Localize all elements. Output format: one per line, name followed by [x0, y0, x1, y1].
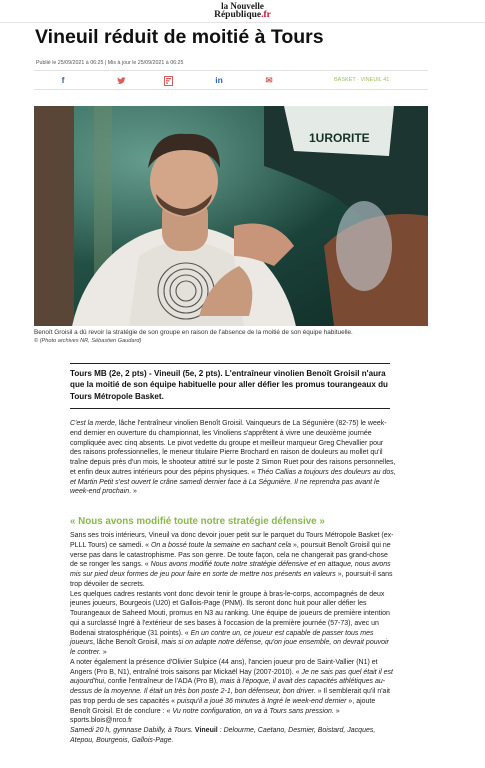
body-text-segment: On a bossé toute la semaine en sachant cela	[150, 541, 292, 549]
linkedin-share-icon[interactable]: in	[215, 75, 223, 85]
article-subtitle: « Nous avons modifié toute notre stratégie défensive »	[70, 516, 325, 527]
article-meta: Publié le 25/09/2021 à 06:25 | Mis à jour le 25/09/2021 à 06:25	[36, 60, 184, 66]
masthead	[0, 2, 485, 22]
body-text-segment: Les quelques cadres restants vont donc devoir tenir le groupe à bras-le-corps, accompagnés de deux jeunes joueurs, Bourgeois (U20) et Gallois-Page (PNM). Ils seront donc huit pour aller défier les Tourangeaux de Saheed Mouti, promus en N3 au ranking. Une équipe de joueurs de première intention qui a surclassé Ingré à l'extérieur de ses bases à l'occasion de la première journée (57-73), avec un Bodenai stratosphérique (31 points). «	[70, 590, 390, 637]
lead-divider-bottom	[70, 408, 390, 409]
logo-name: République	[214, 10, 262, 20]
article-body-intro	[70, 419, 396, 497]
body-text-segment: mais si on adapte notre défense, qu'on joue ensemble, on devrait pouvoir le contrer.	[70, 639, 389, 656]
article-body-main	[70, 531, 396, 746]
svg-text:1URORITE: 1URORITE	[309, 131, 370, 145]
body-text-segment: »	[100, 649, 107, 656]
article-title: Vineuil réduit de moitié à Tours	[35, 26, 324, 48]
article-tags[interactable]: BASKET · VINEUIL 41	[334, 77, 390, 83]
body-text-segment: , lâche Benoît Groisil,	[92, 639, 162, 647]
body-text-segment: C'est la merde	[70, 420, 115, 427]
body-text-segment: Sans ses trois intérieurs, Vineuil va donc devoir jouer petit sur le parquet du Tours Métropole Basket (ex-PLLL Tours) ce samedi. «	[70, 532, 394, 549]
body-text-segment[interactable]: sports.blois@nrco.fr	[70, 717, 133, 725]
flipboard-share-icon[interactable]	[161, 74, 175, 87]
body-text-segment: mais à l'époque, il avait des capacités athlétiques au-dessus de la moyenne. Il était un très bon poste 2-1, bon défenseur, bon driver.	[70, 678, 386, 695]
body-text-segment: », ajoute Benoît Groisil. Et de conclure : «	[70, 697, 376, 715]
mail-share-icon[interactable]: ✉	[265, 75, 273, 85]
lead-divider-top	[70, 363, 390, 364]
body-text-segment: En un contre un, ce joueur est capable de passer tous mes joueurs	[70, 629, 374, 647]
body-text-segment: : Delourme, Caetano, Desmier, Boistard, Jacques, Atepou, Bourgeois, Gallois-Page.	[70, 727, 376, 744]
body-text-segment: , confie l'entraîneur de l'ADA (Pro B),	[104, 678, 220, 686]
body-text-segment: », poursuit Benoît Groisil qui ne verse pas dans le catastrophisme. Pas son genre. De toute façon, cela ne changerait pas grand-chose de se ronger les sangs. «	[70, 541, 391, 569]
logo-line-2	[214, 11, 271, 20]
header-divider	[0, 22, 485, 23]
article-lead: Tours MB (2e, 2 pts) - Vineuil (5e, 2 pts). L'entraîneur vinolien Benoît Groisil n'aura que la moitié de son équipe habituelle pour aller défier les promus tourangeaux du Tours Métropole Basket.	[70, 369, 388, 401]
body-text-segment: », poursuit-il sans trop dévoiler de secrets.	[70, 571, 393, 588]
body-text-segment: Je ne sais pas quel était il est aujourd'hui	[70, 668, 393, 686]
body-text-segment: Vu notre configuration, on va à Tours sans pression.	[172, 707, 334, 715]
article-photo	[34, 106, 428, 326]
site-logo[interactable]	[214, 2, 271, 20]
body-text-segment: Nous avons modifié toute notre stratégie défensive et en attaque, nous avons mis sur pied deux formes de jeu pour faire en sorte de mettre nos présents en valeurs	[70, 561, 391, 578]
body-text-segment: » Il semblerait qu'il n'ait pas trop perdu de ses capacités «	[70, 688, 390, 705]
facebook-share-icon[interactable]: f	[61, 75, 65, 85]
body-text-segment: Vineuil	[194, 727, 218, 734]
body-text-segment: Théo Callias a toujours des douleurs au dos, et Martin Petit s'est ouvert le crâne samedi dernier face à La Ségunière. Il ne reprendra pas avant le week-end prochain	[70, 468, 396, 496]
photo-credit: © (Photo archives NR, Sébastien Gaudard)	[34, 338, 142, 344]
share-bar	[34, 70, 428, 90]
body-text-segment: puisqu'il a joué 36 minutes à Ingré le week-end dernier	[177, 697, 347, 705]
body-text-segment: »	[333, 707, 340, 715]
body-text-segment: , lâche l'entraîneur vinolien Benoît Groisil. Vainqueurs de La Ségunière (82-75) le week-end dernier en ouverture du championnat, les Vinoliens s'apprêtent à vivre une deuxième journée compliquée avec cinq absents. Le pivot vedette du groupe et meilleur marqueur Greg Chevallier pour des raisons professionnelles, le meneur titulaire Pierre Brochard en raison de douleurs au mollet qu'il traîne depuis près d'un mois, le shooteur attitré sur le poste 2 Simon Ruet pour des raisons personnelles, et enfin deux autres intérieurs pour des pépins physiques. «	[70, 420, 396, 476]
logo-tld: .fr	[261, 10, 271, 20]
body-text-segment: . »	[129, 488, 137, 496]
body-text-segment: Samedi 20 h, gymnase Dabilly, à Tours.	[70, 727, 195, 734]
body-text-segment: A noter également la présence d'Olivier Sulpice (44 ans), l'ancien joueur pro de Saint-Vallier (N1) et Angers (Pro B, N1), entraîné trois saisons par Mickaël Hay (2007-2010). «	[70, 658, 378, 676]
twitter-share-icon[interactable]	[114, 74, 128, 87]
logo-line-1: la Nouvelle	[221, 1, 264, 11]
photo-caption: Benoît Groisil a dû revoir la stratégie de son groupe en raison de l'absence de la moitié de son équipe habituelle.	[34, 329, 353, 336]
